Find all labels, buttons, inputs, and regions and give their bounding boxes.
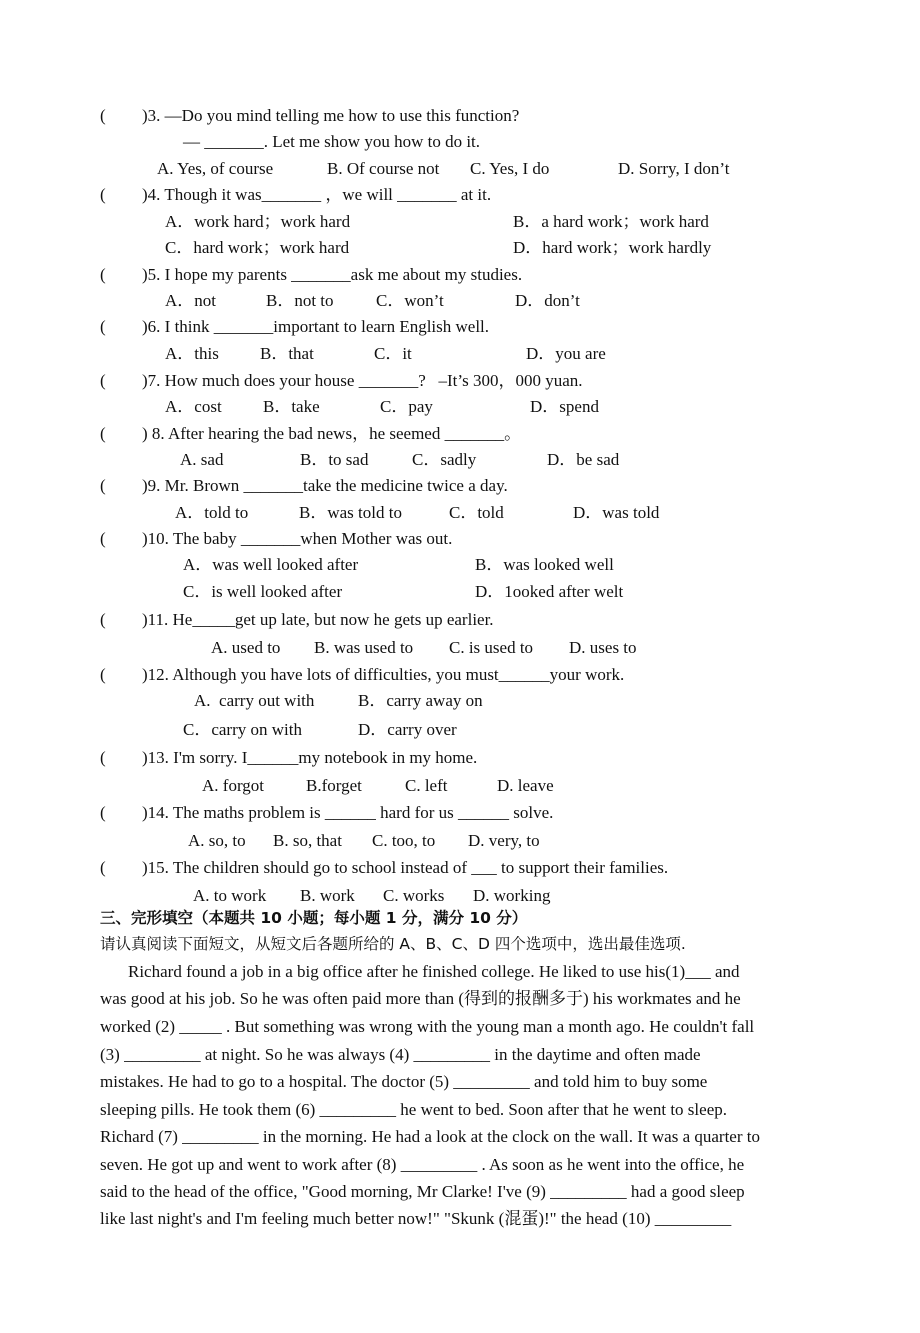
answer-bracket[interactable]: ( — [100, 665, 106, 684]
question-stem: )13. I'm sorry. I______my notebook in my home. — [142, 748, 478, 767]
question-stem: )9. Mr. Brown _______take the medicine twice a day. — [142, 476, 508, 495]
option-c: C. Yes, I do — [470, 159, 550, 178]
answer-bracket[interactable]: ( — [100, 476, 106, 495]
option-a: A. forgot — [202, 776, 265, 795]
question-reply: — _______. Let me show you how to do it. — [183, 132, 481, 151]
question-stem: )6. I think _______important to learn English well. — [142, 317, 490, 336]
question-stem: )5. I hope my parents _______ask me about my studies. — [142, 265, 523, 284]
option-a: A．not — [165, 291, 216, 310]
option-b: B. was used to — [314, 638, 414, 657]
option-d: D．spend — [530, 397, 599, 416]
option-a: A．this — [165, 344, 219, 363]
answer-bracket[interactable]: ( — [100, 748, 106, 767]
option-c: C．told — [449, 503, 504, 522]
option-d: D．carry over — [358, 720, 457, 739]
option-b: B. Of course not — [327, 159, 440, 178]
question-stem: ) 8. After hearing the bad news，he seemed _______。 — [142, 424, 522, 443]
section-heading: 三、完形填空（本题共 10 小题；每小题 1 分，满分 10 分） — [100, 909, 528, 927]
option-c: C．pay — [380, 397, 433, 416]
passage-line: (3) _________ at night. So he was always (4) _________ in the daytime and often made — [100, 1045, 701, 1064]
option-a: A. Yes, of course — [157, 159, 274, 178]
option-b: B．to sad — [300, 450, 369, 469]
option-c: C. left — [405, 776, 448, 795]
passage-line: was good at his job. So he was often paid more than (得到的报酬多于) his workmates and he — [100, 989, 741, 1008]
question-stem: )4. Though it was_______ ，we will _______ at it. — [142, 185, 492, 204]
option-d: D．you are — [526, 344, 606, 363]
option-d: D. uses to — [569, 638, 637, 657]
option-b: B．a hard work；work hard — [513, 212, 709, 231]
answer-bracket[interactable]: ( — [100, 106, 106, 125]
option-a: A. carry out with — [194, 691, 315, 710]
option-c: C．it — [374, 344, 412, 363]
option-a: A．cost — [165, 397, 222, 416]
option-d: D．hard work；work hardly — [513, 238, 712, 257]
question-stem: )10. The baby _______when Mother was out. — [142, 529, 453, 548]
question-stem: )11. He_____get up late, but now he gets up earlier. — [142, 610, 494, 629]
section-instruction: 请认真阅读下面短文，从短文后各题所给的 A、B、C、D 四个选项中，选出最佳选项. — [100, 935, 686, 953]
answer-bracket[interactable]: ( — [100, 371, 106, 390]
question-stem: )3. —Do you mind telling me how to use this function? — [142, 106, 520, 125]
answer-bracket[interactable]: ( — [100, 317, 106, 336]
option-b: B．not to — [266, 291, 334, 310]
option-b: B. so, that — [273, 831, 342, 850]
option-c: C．carry on with — [183, 720, 302, 739]
answer-bracket[interactable]: ( — [100, 803, 106, 822]
passage-line: like last night's and I'm feeling much better now!" "Skunk (混蛋)!" the head (10) _________ — [100, 1209, 732, 1228]
answer-bracket[interactable]: ( — [100, 529, 106, 548]
option-b: B．take — [263, 397, 320, 416]
option-a: A．work hard；work hard — [165, 212, 351, 231]
option-b: B．that — [260, 344, 314, 363]
option-d: D．was told — [573, 503, 660, 522]
question-stem: )14. The maths problem is ______ hard for us ______ solve. — [142, 803, 554, 822]
option-c: C. is used to — [449, 638, 534, 657]
option-c: C．won’t — [376, 291, 444, 310]
option-c: C．is well looked after — [183, 582, 343, 601]
option-b: B．was looked well — [475, 555, 614, 574]
question-stem: )12. Although you have lots of difficulties, you must______your work. — [142, 665, 625, 684]
answer-bracket[interactable]: ( — [100, 858, 106, 877]
option-a: A．was well looked after — [183, 555, 359, 574]
passage-line: sleeping pills. He took them (6) _________ he went to bed. Soon after that he went to sleep. — [100, 1100, 727, 1119]
option-a: A. sad — [180, 450, 224, 469]
option-c: C. works — [383, 886, 445, 905]
question-stem: )7. How much does your house _______? –It’s 300，000 yuan. — [142, 371, 583, 390]
option-a: A. used to — [211, 638, 281, 657]
passage-line: Richard (7) _________ in the morning. He had a look at the clock on the wall. It was a quarter to — [100, 1127, 760, 1146]
answer-bracket[interactable]: ( — [100, 265, 106, 284]
passage-line: said to the head of the office, "Good morning, Mr Clarke! I've (9) _________ had a good sleep — [100, 1182, 745, 1201]
option-a: A．told to — [175, 503, 249, 522]
option-d: D. leave — [497, 776, 554, 795]
option-d: D. very, to — [468, 831, 540, 850]
option-d: D. Sorry, I don’t — [618, 159, 730, 178]
answer-bracket[interactable]: ( — [100, 185, 106, 204]
option-b: B. work — [300, 886, 355, 905]
option-c: C．sadly — [412, 450, 477, 469]
option-d: D. working — [473, 886, 551, 905]
option-d: D．be sad — [547, 450, 620, 469]
passage-line: Richard found a job in a big office after he finished college. He liked to use his(1)___ and — [128, 962, 740, 981]
option-b: B.forget — [306, 776, 362, 795]
option-c: C. too, to — [372, 831, 436, 850]
option-a: A. so, to — [188, 831, 246, 850]
answer-bracket[interactable]: ( — [100, 610, 106, 629]
option-b: B．was told to — [299, 503, 402, 522]
answer-bracket[interactable]: ( — [100, 424, 106, 443]
question-stem: )15. The children should go to school instead of ___ to support their families. — [142, 858, 669, 877]
option-d: D．don’t — [515, 291, 580, 310]
passage-line: seven. He got up and went to work after (8) _________ . As soon as he went into the office, he — [100, 1155, 745, 1174]
option-c: C．hard work；work hard — [165, 238, 350, 257]
option-a: A. to work — [193, 886, 267, 905]
passage-line: mistakes. He had to go to a hospital. The doctor (5) _________ and told him to buy some — [100, 1072, 708, 1091]
option-b: B．carry away on — [358, 691, 483, 710]
option-d: D．1ooked after welt — [475, 582, 624, 601]
passage-line: worked (2) _____ . But something was wrong with the young man a month ago. He couldn't fall — [100, 1017, 755, 1036]
